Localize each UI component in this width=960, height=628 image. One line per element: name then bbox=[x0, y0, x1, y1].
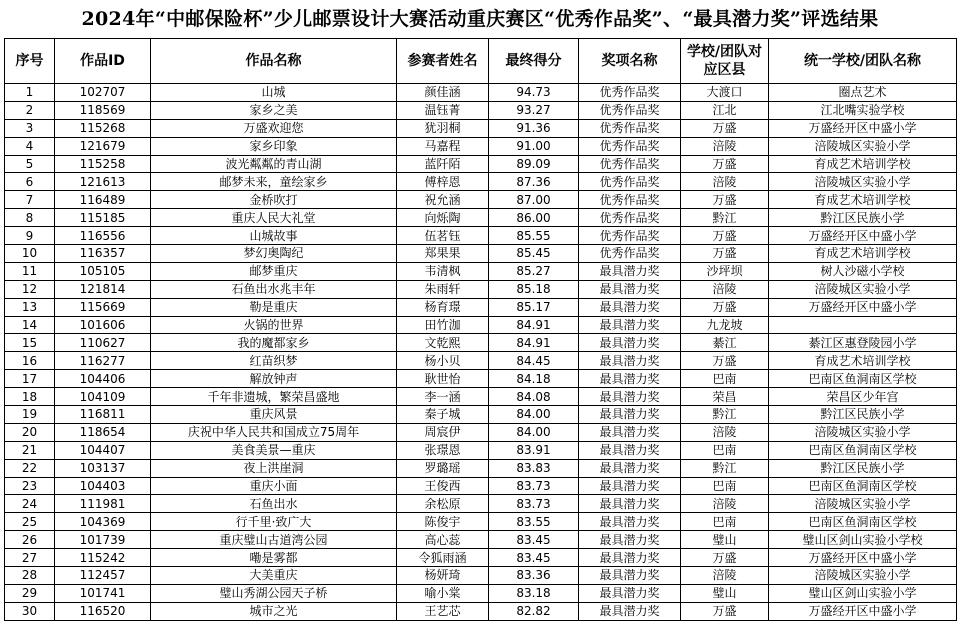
cell-index: 21 bbox=[5, 441, 55, 459]
cell-work-name: 重庆风景 bbox=[151, 406, 397, 424]
cell-index: 16 bbox=[5, 352, 55, 370]
table-row bbox=[5, 477, 957, 495]
cell-work-id: 121679 bbox=[55, 137, 151, 155]
cell-district: 巴南 bbox=[681, 513, 769, 531]
cell-final-score: 84.00 bbox=[489, 406, 579, 424]
cell-school-name: 树人沙磁小学校 bbox=[769, 262, 957, 280]
table-row bbox=[5, 209, 957, 227]
table-row bbox=[5, 459, 957, 477]
cell-district: 涪陵 bbox=[681, 280, 769, 298]
cell-district: 万盛 bbox=[681, 298, 769, 316]
cell-final-score: 89.09 bbox=[489, 155, 579, 173]
cell-participant-name: 祝允涵 bbox=[397, 191, 489, 209]
table-row bbox=[5, 567, 957, 585]
table-row bbox=[5, 262, 957, 280]
cell-work-name: 石鱼出水兆丰年 bbox=[151, 280, 397, 298]
cell-award-name: 优秀作品奖 bbox=[579, 245, 681, 263]
cell-work-id: 104406 bbox=[55, 370, 151, 388]
cell-work-name: 邮梦未来，童绘家乡 bbox=[151, 173, 397, 191]
cell-district: 涪陵 bbox=[681, 495, 769, 513]
cell-final-score: 94.73 bbox=[489, 84, 579, 102]
cell-work-id: 110627 bbox=[55, 334, 151, 352]
cell-award-name: 优秀作品奖 bbox=[579, 137, 681, 155]
cell-participant-name: 杨小贝 bbox=[397, 352, 489, 370]
cell-district: 涪陵 bbox=[681, 137, 769, 155]
table-row bbox=[5, 119, 957, 137]
cell-school-name bbox=[769, 316, 957, 334]
cell-work-name: 波光粼粼的青山湖 bbox=[151, 155, 397, 173]
cell-participant-name: 耿世怡 bbox=[397, 370, 489, 388]
cell-district: 大渡口 bbox=[681, 84, 769, 102]
cell-participant-name: 张璟恩 bbox=[397, 441, 489, 459]
cell-index: 10 bbox=[5, 245, 55, 263]
cell-final-score: 83.55 bbox=[489, 513, 579, 531]
cell-district: 江北 bbox=[681, 101, 769, 119]
cell-work-name: 邮梦重庆 bbox=[151, 262, 397, 280]
cell-work-id: 111981 bbox=[55, 495, 151, 513]
cell-index: 30 bbox=[5, 602, 55, 620]
cell-work-name: 大美重庆 bbox=[151, 567, 397, 585]
table-row bbox=[5, 513, 957, 531]
cell-award-name: 最具潜力奖 bbox=[579, 602, 681, 620]
cell-participant-name: 杨妍琦 bbox=[397, 567, 489, 585]
cell-school-name: 万盛经开区中盛小学 bbox=[769, 602, 957, 620]
cell-index: 5 bbox=[5, 155, 55, 173]
cell-district: 黔江 bbox=[681, 459, 769, 477]
cell-school-name: 万盛经开区中盛小学 bbox=[769, 298, 957, 316]
cell-index: 29 bbox=[5, 584, 55, 602]
cell-school-name: 圈点艺术 bbox=[769, 84, 957, 102]
cell-final-score: 84.08 bbox=[489, 388, 579, 406]
cell-school-name: 涪陵城区实验小学 bbox=[769, 495, 957, 513]
cell-award-name: 最具潜力奖 bbox=[579, 280, 681, 298]
cell-work-name: 行千里·致广大 bbox=[151, 513, 397, 531]
table-row bbox=[5, 191, 957, 209]
cell-final-score: 83.36 bbox=[489, 567, 579, 585]
cell-final-score: 83.45 bbox=[489, 531, 579, 549]
cell-award-name: 最具潜力奖 bbox=[579, 477, 681, 495]
table-row bbox=[5, 245, 957, 263]
cell-work-id: 112457 bbox=[55, 567, 151, 585]
header-work-id: 作品ID bbox=[55, 39, 151, 84]
table-row bbox=[5, 298, 957, 316]
cell-final-score: 83.91 bbox=[489, 441, 579, 459]
cell-index: 18 bbox=[5, 388, 55, 406]
cell-school-name: 璧山区剑山实验小学 bbox=[769, 584, 957, 602]
cell-work-name: 璧山秀湖公园天子桥 bbox=[151, 584, 397, 602]
cell-participant-name: 温钰菁 bbox=[397, 101, 489, 119]
cell-school-name: 巴南区鱼洞南区学校 bbox=[769, 370, 957, 388]
cell-award-name: 优秀作品奖 bbox=[579, 84, 681, 102]
cell-school-name: 荣昌区少年宫 bbox=[769, 388, 957, 406]
cell-participant-name: 朱雨轩 bbox=[397, 280, 489, 298]
cell-district: 万盛 bbox=[681, 549, 769, 567]
cell-award-name: 最具潜力奖 bbox=[579, 334, 681, 352]
cell-district: 巴南 bbox=[681, 441, 769, 459]
cell-participant-name: 郑果果 bbox=[397, 245, 489, 263]
page-title: 2024年“中邮保险杯”少儿邮票设计大赛活动重庆赛区“优秀作品奖”、“最具潜力奖”评选结果 bbox=[81, 8, 879, 30]
table-row bbox=[5, 84, 957, 102]
cell-award-name: 最具潜力奖 bbox=[579, 549, 681, 567]
cell-award-name: 最具潜力奖 bbox=[579, 298, 681, 316]
cell-award-name: 最具潜力奖 bbox=[579, 495, 681, 513]
cell-work-id: 104403 bbox=[55, 477, 151, 495]
table-row bbox=[5, 423, 957, 441]
cell-work-id: 116489 bbox=[55, 191, 151, 209]
cell-index: 15 bbox=[5, 334, 55, 352]
cell-district: 万盛 bbox=[681, 245, 769, 263]
cell-work-name: 美食美景—重庆 bbox=[151, 441, 397, 459]
cell-work-name: 夜上洪崖洞 bbox=[151, 459, 397, 477]
cell-school-name: 育成艺术培训学校 bbox=[769, 352, 957, 370]
cell-work-name: 家乡之美 bbox=[151, 101, 397, 119]
cell-district: 綦江 bbox=[681, 334, 769, 352]
table-row bbox=[5, 334, 957, 352]
table-row bbox=[5, 370, 957, 388]
cell-school-name: 万盛经开区中盛小学 bbox=[769, 227, 957, 245]
table-row bbox=[5, 495, 957, 513]
cell-final-score: 85.55 bbox=[489, 227, 579, 245]
cell-final-score: 87.36 bbox=[489, 173, 579, 191]
cell-final-score: 84.91 bbox=[489, 316, 579, 334]
cell-work-name: 山城故事 bbox=[151, 227, 397, 245]
cell-index: 17 bbox=[5, 370, 55, 388]
cell-work-id: 118569 bbox=[55, 101, 151, 119]
cell-participant-name: 文乾熙 bbox=[397, 334, 489, 352]
table-header-row bbox=[5, 39, 957, 84]
cell-work-name: 山城 bbox=[151, 84, 397, 102]
cell-index: 14 bbox=[5, 316, 55, 334]
cell-work-name: 梦幻奥陶纪 bbox=[151, 245, 397, 263]
cell-school-name: 黔江区民族小学 bbox=[769, 209, 957, 227]
table-row bbox=[5, 584, 957, 602]
cell-participant-name: 颜佳涵 bbox=[397, 84, 489, 102]
table-row bbox=[5, 441, 957, 459]
cell-participant-name: 傅梓恩 bbox=[397, 173, 489, 191]
cell-final-score: 84.00 bbox=[489, 423, 579, 441]
cell-final-score: 83.73 bbox=[489, 495, 579, 513]
cell-award-name: 优秀作品奖 bbox=[579, 101, 681, 119]
cell-work-id: 121814 bbox=[55, 280, 151, 298]
cell-index: 27 bbox=[5, 549, 55, 567]
cell-award-name: 最具潜力奖 bbox=[579, 423, 681, 441]
cell-final-score: 91.00 bbox=[489, 137, 579, 155]
cell-work-name: 石鱼出水 bbox=[151, 495, 397, 513]
cell-work-id: 115258 bbox=[55, 155, 151, 173]
cell-index: 24 bbox=[5, 495, 55, 513]
cell-participant-name: 李一涵 bbox=[397, 388, 489, 406]
table-row bbox=[5, 101, 957, 119]
cell-participant-name: 高心蕊 bbox=[397, 531, 489, 549]
cell-index: 22 bbox=[5, 459, 55, 477]
cell-district: 万盛 bbox=[681, 191, 769, 209]
cell-work-name: 勒是重庆 bbox=[151, 298, 397, 316]
cell-final-score: 84.91 bbox=[489, 334, 579, 352]
cell-district: 璧山 bbox=[681, 531, 769, 549]
cell-participant-name: 罗璐瑶 bbox=[397, 459, 489, 477]
cell-participant-name: 周宸伊 bbox=[397, 423, 489, 441]
cell-final-score: 91.36 bbox=[489, 119, 579, 137]
cell-award-name: 优秀作品奖 bbox=[579, 209, 681, 227]
cell-participant-name: 田竹泇 bbox=[397, 316, 489, 334]
cell-school-name: 涪陵城区实验小学 bbox=[769, 137, 957, 155]
cell-work-name: 嘞是雾都 bbox=[151, 549, 397, 567]
cell-work-id: 115242 bbox=[55, 549, 151, 567]
cell-work-name: 庆祝中华人民共和国成立75周年 bbox=[151, 423, 397, 441]
table-row bbox=[5, 173, 957, 191]
cell-work-id: 115185 bbox=[55, 209, 151, 227]
cell-final-score: 85.27 bbox=[489, 262, 579, 280]
cell-index: 7 bbox=[5, 191, 55, 209]
cell-award-name: 优秀作品奖 bbox=[579, 227, 681, 245]
cell-work-id: 101606 bbox=[55, 316, 151, 334]
cell-final-score: 85.17 bbox=[489, 298, 579, 316]
cell-district: 巴南 bbox=[681, 477, 769, 495]
cell-final-score: 93.27 bbox=[489, 101, 579, 119]
table-row bbox=[5, 406, 957, 424]
cell-award-name: 最具潜力奖 bbox=[579, 567, 681, 585]
cell-work-name: 重庆璧山古道湾公园 bbox=[151, 531, 397, 549]
cell-index: 8 bbox=[5, 209, 55, 227]
cell-school-name: 江北嘴实验学校 bbox=[769, 101, 957, 119]
table-row bbox=[5, 352, 957, 370]
cell-work-id: 103137 bbox=[55, 459, 151, 477]
cell-work-id: 104407 bbox=[55, 441, 151, 459]
cell-award-name: 最具潜力奖 bbox=[579, 441, 681, 459]
cell-index: 11 bbox=[5, 262, 55, 280]
cell-final-score: 83.18 bbox=[489, 584, 579, 602]
cell-school-name: 巴南区鱼洞南区学校 bbox=[769, 513, 957, 531]
cell-award-name: 优秀作品奖 bbox=[579, 119, 681, 137]
cell-final-score: 84.45 bbox=[489, 352, 579, 370]
cell-award-name: 优秀作品奖 bbox=[579, 173, 681, 191]
cell-final-score: 83.45 bbox=[489, 549, 579, 567]
cell-participant-name: 伍茗钰 bbox=[397, 227, 489, 245]
cell-work-id: 104369 bbox=[55, 513, 151, 531]
cell-work-id: 115268 bbox=[55, 119, 151, 137]
cell-work-name: 家乡印象 bbox=[151, 137, 397, 155]
cell-final-score: 86.00 bbox=[489, 209, 579, 227]
cell-school-name: 璧山区剑山实验小学校 bbox=[769, 531, 957, 549]
cell-award-name: 最具潜力奖 bbox=[579, 584, 681, 602]
header-award-name: 奖项名称 bbox=[579, 39, 681, 84]
cell-award-name: 最具潜力奖 bbox=[579, 316, 681, 334]
cell-work-id: 116520 bbox=[55, 602, 151, 620]
cell-school-name: 育成艺术培训学校 bbox=[769, 155, 957, 173]
table-body bbox=[5, 84, 957, 621]
cell-participant-name: 喻小棠 bbox=[397, 584, 489, 602]
table-row bbox=[5, 388, 957, 406]
cell-work-id: 116277 bbox=[55, 352, 151, 370]
cell-award-name: 最具潜力奖 bbox=[579, 262, 681, 280]
cell-index: 4 bbox=[5, 137, 55, 155]
cell-index: 2 bbox=[5, 101, 55, 119]
cell-district: 万盛 bbox=[681, 352, 769, 370]
table-row bbox=[5, 155, 957, 173]
cell-index: 13 bbox=[5, 298, 55, 316]
header-district: 学校/团队对应区县 bbox=[681, 39, 769, 84]
cell-award-name: 最具潜力奖 bbox=[579, 459, 681, 477]
cell-final-score: 83.73 bbox=[489, 477, 579, 495]
cell-award-name: 优秀作品奖 bbox=[579, 191, 681, 209]
cell-work-name: 火锅的世界 bbox=[151, 316, 397, 334]
cell-work-name: 重庆人民大礼堂 bbox=[151, 209, 397, 227]
cell-index: 9 bbox=[5, 227, 55, 245]
cell-award-name: 最具潜力奖 bbox=[579, 352, 681, 370]
cell-district: 涪陵 bbox=[681, 423, 769, 441]
cell-school-name: 涪陵城区实验小学 bbox=[769, 423, 957, 441]
cell-participant-name: 向烁陶 bbox=[397, 209, 489, 227]
cell-participant-name: 杨育璟 bbox=[397, 298, 489, 316]
cell-participant-name: 秦子城 bbox=[397, 406, 489, 424]
cell-award-name: 最具潜力奖 bbox=[579, 370, 681, 388]
cell-work-name: 我的魔都家乡 bbox=[151, 334, 397, 352]
cell-participant-name: 蓝阡陌 bbox=[397, 155, 489, 173]
cell-index: 20 bbox=[5, 423, 55, 441]
cell-index: 1 bbox=[5, 84, 55, 102]
cell-index: 6 bbox=[5, 173, 55, 191]
cell-award-name: 最具潜力奖 bbox=[579, 388, 681, 406]
cell-index: 28 bbox=[5, 567, 55, 585]
cell-index: 3 bbox=[5, 119, 55, 137]
cell-district: 璧山 bbox=[681, 584, 769, 602]
cell-final-score: 85.18 bbox=[489, 280, 579, 298]
header-participant-name: 参赛者姓名 bbox=[397, 39, 489, 84]
table-row bbox=[5, 280, 957, 298]
cell-school-name: 黔江区民族小学 bbox=[769, 406, 957, 424]
cell-school-name: 巴南区鱼洞南区学校 bbox=[769, 477, 957, 495]
cell-school-name: 涪陵城区实验小学 bbox=[769, 567, 957, 585]
table-row bbox=[5, 602, 957, 620]
cell-work-name: 解放钟声 bbox=[151, 370, 397, 388]
cell-participant-name: 令狐雨涵 bbox=[397, 549, 489, 567]
cell-school-name: 涪陵城区实验小学 bbox=[769, 280, 957, 298]
cell-final-score: 83.83 bbox=[489, 459, 579, 477]
cell-index: 23 bbox=[5, 477, 55, 495]
cell-final-score: 85.45 bbox=[489, 245, 579, 263]
cell-index: 25 bbox=[5, 513, 55, 531]
cell-work-id: 116357 bbox=[55, 245, 151, 263]
cell-district: 沙坪坝 bbox=[681, 262, 769, 280]
cell-participant-name: 韦清枫 bbox=[397, 262, 489, 280]
cell-work-id: 101739 bbox=[55, 531, 151, 549]
cell-participant-name: 马嘉程 bbox=[397, 137, 489, 155]
cell-work-name: 城市之光 bbox=[151, 602, 397, 620]
cell-school-name: 育成艺术培训学校 bbox=[769, 245, 957, 263]
cell-district: 巴南 bbox=[681, 370, 769, 388]
cell-work-id: 101741 bbox=[55, 584, 151, 602]
cell-school-name: 万盛经开区中盛小学 bbox=[769, 119, 957, 137]
results-table bbox=[4, 38, 957, 621]
cell-school-name: 万盛经开区中盛小学 bbox=[769, 549, 957, 567]
cell-award-name: 最具潜力奖 bbox=[579, 513, 681, 531]
cell-district: 万盛 bbox=[681, 602, 769, 620]
cell-district: 涪陵 bbox=[681, 567, 769, 585]
cell-index: 26 bbox=[5, 531, 55, 549]
cell-district: 万盛 bbox=[681, 227, 769, 245]
cell-school-name: 黔江区民族小学 bbox=[769, 459, 957, 477]
header-school-name: 统一学校/团队名称 bbox=[769, 39, 957, 84]
cell-work-name: 金桥吹打 bbox=[151, 191, 397, 209]
table-row bbox=[5, 227, 957, 245]
cell-district: 荣昌 bbox=[681, 388, 769, 406]
cell-final-score: 84.18 bbox=[489, 370, 579, 388]
cell-school-name: 涪陵城区实验小学 bbox=[769, 173, 957, 191]
cell-work-name: 万盛欢迎您 bbox=[151, 119, 397, 137]
cell-school-name: 育成艺术培训学校 bbox=[769, 191, 957, 209]
cell-index: 12 bbox=[5, 280, 55, 298]
cell-district: 黔江 bbox=[681, 209, 769, 227]
header-index: 序号 bbox=[5, 39, 55, 84]
cell-district: 万盛 bbox=[681, 155, 769, 173]
cell-work-id: 121613 bbox=[55, 173, 151, 191]
cell-work-name: 红苗织梦 bbox=[151, 352, 397, 370]
cell-work-name: 千年非遗城，繁荣昌盛地 bbox=[151, 388, 397, 406]
cell-work-id: 118654 bbox=[55, 423, 151, 441]
cell-work-id: 116556 bbox=[55, 227, 151, 245]
cell-participant-name: 陈俊宇 bbox=[397, 513, 489, 531]
cell-participant-name: 余松原 bbox=[397, 495, 489, 513]
cell-work-id: 116811 bbox=[55, 406, 151, 424]
cell-participant-name: 犹羽桐 bbox=[397, 119, 489, 137]
cell-work-id: 105105 bbox=[55, 262, 151, 280]
cell-award-name: 最具潜力奖 bbox=[579, 531, 681, 549]
cell-school-name: 綦江区惠登陵园小学 bbox=[769, 334, 957, 352]
table-row bbox=[5, 316, 957, 334]
cell-award-name: 优秀作品奖 bbox=[579, 155, 681, 173]
cell-participant-name: 王俊西 bbox=[397, 477, 489, 495]
cell-school-name: 巴南区鱼洞南区学校 bbox=[769, 441, 957, 459]
cell-work-id: 104109 bbox=[55, 388, 151, 406]
cell-district: 黔江 bbox=[681, 406, 769, 424]
cell-index: 19 bbox=[5, 406, 55, 424]
cell-work-id: 102707 bbox=[55, 84, 151, 102]
cell-work-id: 115669 bbox=[55, 298, 151, 316]
cell-final-score: 87.00 bbox=[489, 191, 579, 209]
header-final-score: 最终得分 bbox=[489, 39, 579, 84]
cell-district: 九龙坡 bbox=[681, 316, 769, 334]
header-work-name: 作品名称 bbox=[151, 39, 397, 84]
cell-work-name: 重庆小面 bbox=[151, 477, 397, 495]
cell-final-score: 82.82 bbox=[489, 602, 579, 620]
cell-district: 万盛 bbox=[681, 119, 769, 137]
cell-district: 涪陵 bbox=[681, 173, 769, 191]
table-row bbox=[5, 549, 957, 567]
table-row bbox=[5, 137, 957, 155]
table-row bbox=[5, 531, 957, 549]
cell-award-name: 最具潜力奖 bbox=[579, 406, 681, 424]
cell-participant-name: 王艺芯 bbox=[397, 602, 489, 620]
